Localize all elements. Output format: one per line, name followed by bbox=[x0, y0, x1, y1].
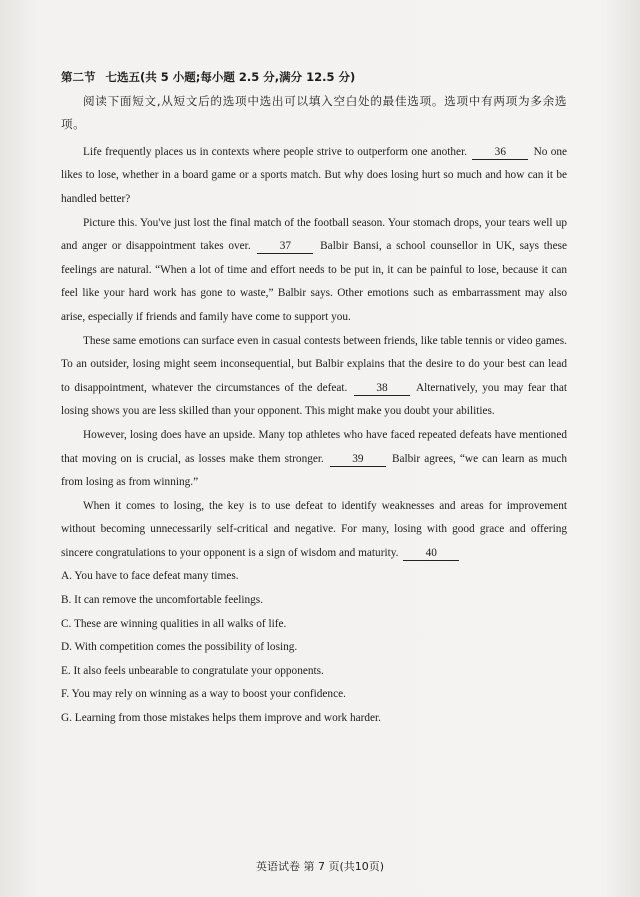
p5-text-a: When it comes to losing, the key is to use defeat to identify weaknesses and areas for improvement without becoming unnecessarily self-critical and negative. For many, losing with good grace and offering sincere congratulations to your opponent is a sign of wisdom and maturity. bbox=[61, 499, 567, 559]
p3-text-a: These same emotions can surface even in casual contests between friends, like table tennis or video games. To an outsider, losing might seem inconsequential, but Balbir explains that the desire to do your best can lead to disappointment, whatever the circumstances of the defeat. bbox=[61, 334, 567, 394]
paragraph-1 bbox=[61, 141, 567, 212]
page-footer: 英语试卷 第 7 页(共10页) bbox=[255, 860, 385, 873]
p4-text-a: However, losing does have an upside. Many top athletes who have faced repeated defeats have mentioned that moving on is crucial, as losses make them stronger. bbox=[61, 428, 567, 465]
options-list bbox=[61, 565, 567, 730]
section-subtitle: 七选五(共 5 小题;每小题 2.5 分,满分 12.5 分) bbox=[105, 70, 356, 84]
blank-40: 40 bbox=[403, 546, 459, 561]
p2-text-a: Picture this. You've just lost the final match of the football season. Your stomach drops, your tears well up and anger or disappointment takes over. bbox=[61, 216, 567, 253]
blank-38: 38 bbox=[354, 381, 410, 396]
paragraph-4 bbox=[61, 424, 567, 495]
p1-text-b: No one likes to lose, whether in a board game or a sports match. But why does losing hurt so much and how can it be handled better? bbox=[61, 145, 568, 205]
option-c: C. These are winning qualities in all walks of life. bbox=[61, 617, 287, 630]
paragraph-5 bbox=[61, 495, 567, 566]
option-e: E. It also feels unbearable to congratulate your opponents. bbox=[61, 664, 324, 677]
blank-36: 36 bbox=[472, 145, 528, 160]
section-heading bbox=[61, 66, 567, 90]
content-area bbox=[61, 66, 567, 731]
section-title: 第二节 bbox=[61, 70, 96, 84]
option-g: G. Learning from those mistakes helps them improve and work harder. bbox=[61, 712, 381, 725]
option-f: F. You may rely on winning as a way to boost your confidence. bbox=[61, 688, 346, 701]
p1-text-a: Life frequently places us in contexts where people strive to outperform one another. bbox=[83, 145, 468, 158]
p3-text-b: Alternatively, you may fear that losing shows you are less skilled than your opponent. This might make you doubt your abilities. bbox=[61, 381, 568, 418]
option-a: A. You have to face defeat many times. bbox=[61, 570, 239, 583]
blank-39: 39 bbox=[330, 452, 386, 467]
option-d: D. With competition comes the possibility of losing. bbox=[61, 641, 298, 654]
paragraph-2 bbox=[61, 212, 567, 330]
instructions: 阅读下面短文,从短文后的选项中选出可以填入空白处的最佳选项。选项中有两项为多余选项。 bbox=[61, 93, 567, 132]
blank-37: 37 bbox=[257, 239, 313, 254]
p2-text-b: Balbir Bansi, a school counsellor in UK, says these feelings are natural. “When a lot of time and effort needs to be put in, it can be painful to lose, because it can feel like your hard work has gone to waste,” Balbir says. Other emotions such as embarrassment may also arise, especially if friends and family have come to support you. bbox=[61, 240, 567, 323]
p4-text-b: Balbir agrees, “we can learn as much from losing as from winning.” bbox=[61, 452, 568, 489]
paragraph-3 bbox=[61, 330, 567, 424]
option-b: B. It can remove the uncomfortable feelings. bbox=[61, 594, 264, 607]
